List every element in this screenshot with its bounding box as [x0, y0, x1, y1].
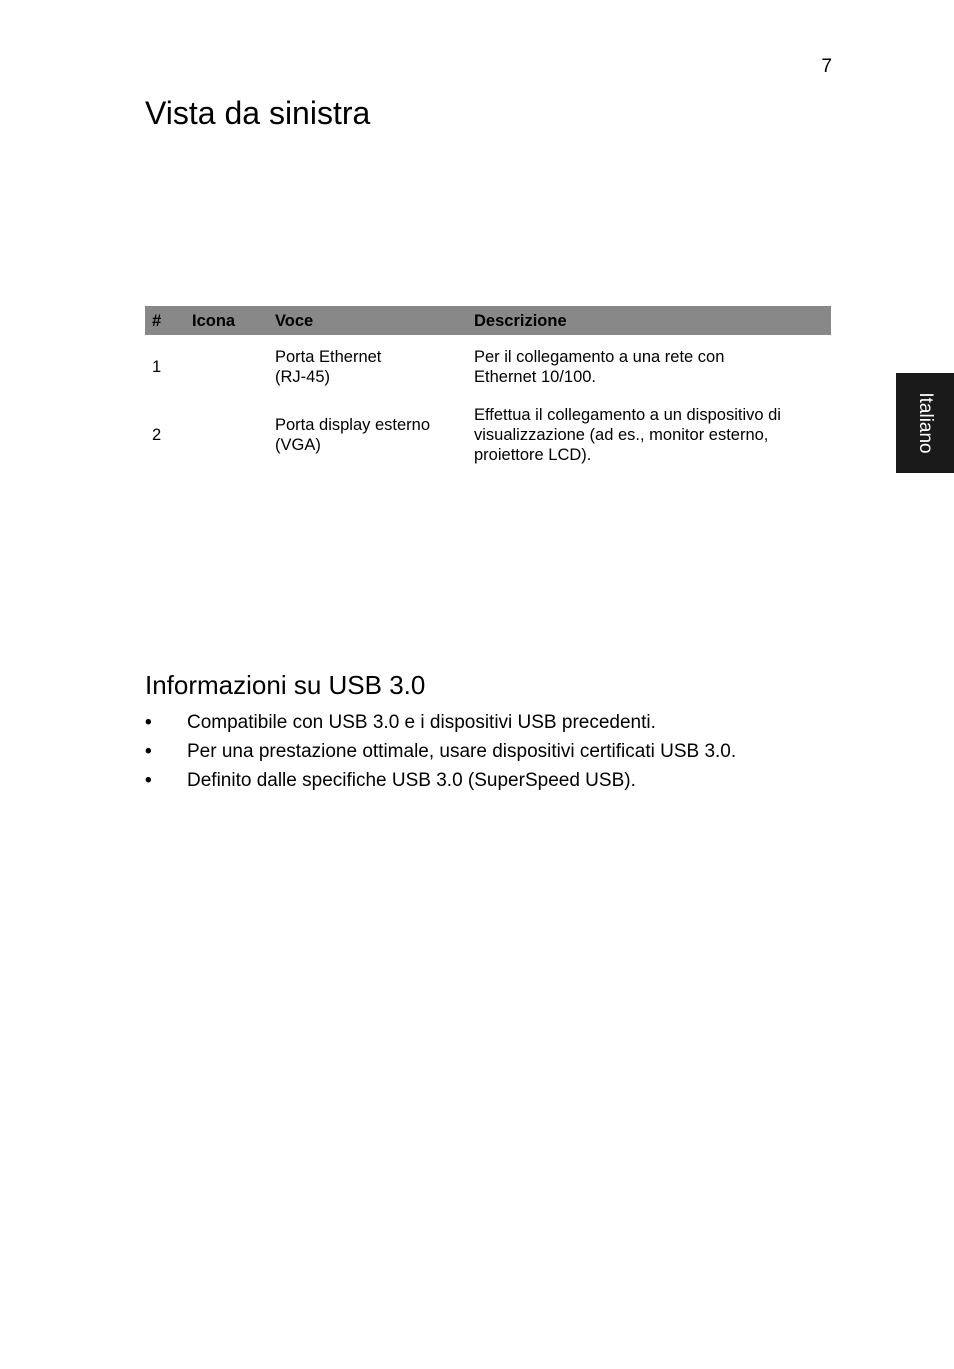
- row-description: [474, 335, 831, 399]
- vga-port-icon: [192, 399, 275, 471]
- header-item: Voce: [275, 306, 474, 335]
- row-number: 2: [152, 426, 162, 444]
- list-item: [145, 766, 736, 795]
- language-tab-label: Italiano: [915, 392, 936, 454]
- list-item: [145, 708, 736, 737]
- row-number: 1: [152, 358, 162, 376]
- row-description-line: Effettua il collegamento a un dispositivo di: [474, 406, 781, 424]
- list-item: [145, 737, 736, 766]
- page-title: Vista da sinistra: [145, 95, 371, 131]
- row-description-line: proiettore LCD).: [474, 446, 592, 464]
- table-header-row: [145, 306, 831, 335]
- ports-table: [145, 306, 831, 471]
- page-number: 7: [821, 56, 832, 77]
- header-number: #: [145, 306, 192, 335]
- bullet-mark: •: [145, 741, 152, 762]
- list-item-text: Per una prestazione ottimale, usare dispositivi certificati USB 3.0.: [187, 741, 737, 762]
- row-description-line: visualizzazione (ad es., monitor esterno,: [474, 426, 769, 444]
- table-row: [145, 335, 831, 399]
- header-description: Descrizione: [474, 306, 831, 335]
- usb-bullet-list: [145, 708, 736, 795]
- bullet-mark: •: [145, 770, 152, 791]
- row-item-line: (VGA): [275, 436, 321, 454]
- ethernet-port-icon: [192, 335, 275, 399]
- language-tab: [896, 373, 954, 473]
- row-item: [275, 335, 474, 399]
- row-item-line: (RJ-45): [275, 368, 331, 386]
- list-item-text: Definito dalle specifiche USB 3.0 (SuperSpeed USB).: [187, 770, 636, 791]
- row-item: [275, 399, 474, 471]
- row-item-line: Porta Ethernet: [275, 348, 382, 366]
- row-description-line: Per il collegamento a una rete con: [474, 348, 725, 366]
- row-description: [474, 399, 831, 471]
- header-icon: Icona: [192, 306, 275, 335]
- bullet-mark: •: [145, 712, 152, 733]
- usb-section-title: Informazioni su USB 3.0: [145, 670, 426, 700]
- table-row: [145, 399, 831, 471]
- list-item-text: Compatibile con USB 3.0 e i dispositivi USB precedenti.: [187, 712, 656, 733]
- row-item-line: Porta display esterno: [275, 416, 431, 434]
- row-description-line: Ethernet 10/100.: [474, 368, 597, 386]
